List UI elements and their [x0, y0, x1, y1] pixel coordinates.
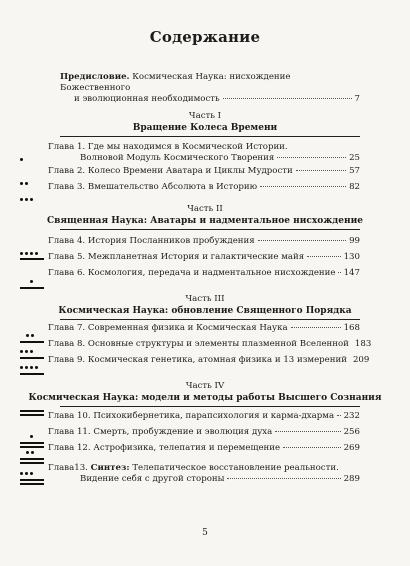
- chapter-3-label: Глава 3.: [48, 182, 86, 192]
- glyph-13-icon: [20, 460, 44, 470]
- chapter-6-entry: [48, 268, 360, 279]
- chapter-3-line1: Вмешательство Абсолюта в Историю: [87, 182, 258, 192]
- leader-dots: [223, 98, 352, 99]
- part-4-title: Космическая Наука: модели и методы работы Высшего Сознания: [28, 393, 382, 403]
- preface-page: 7: [354, 94, 360, 104]
- chapter-1-page: 25: [349, 153, 360, 163]
- part-3-title: Космическая Наука: обновление Священного Порядка: [58, 306, 352, 316]
- glyph-10-icon: [20, 410, 44, 420]
- chapter-5-entry: [48, 252, 360, 263]
- chapter-11-label: Глава 11.: [48, 427, 91, 437]
- part-1-title: Вращение Колеса Времени: [132, 123, 278, 133]
- part-4-rule: [60, 406, 360, 407]
- chapter-12-label: Глава 12.: [48, 443, 91, 453]
- chapter-9-page: 209: [352, 355, 370, 365]
- glyph-11-icon: [20, 423, 44, 433]
- chapter-10-label: Глава 10.: [48, 411, 91, 421]
- chapter-4-page: 99: [349, 236, 360, 246]
- chapter-12-entry: [48, 443, 360, 454]
- part-3-rule: [60, 319, 360, 320]
- chapter-11-line1: Смерть, пробуждение и эволюция духа: [93, 427, 273, 437]
- chapter-13-entry: [48, 463, 360, 485]
- chapter-7-page: 168: [343, 323, 360, 333]
- glyph-5-icon: [20, 256, 44, 266]
- glyph-4-icon: [20, 240, 44, 250]
- leader-dots: [277, 157, 346, 158]
- leader-dots: [260, 186, 346, 187]
- chapter-8-label: Глава 8.: [48, 339, 86, 349]
- glyph-2-icon: [20, 170, 44, 180]
- glyph-9-icon: [20, 354, 44, 364]
- chapter-4-label: Глава 4.: [48, 236, 86, 246]
- glyph-12-icon: [20, 439, 44, 449]
- chapter-1-line2: Волновой Модуль Космического Творения: [80, 153, 275, 163]
- chapter-3-page: 82: [349, 182, 360, 192]
- page-number: 5: [202, 528, 208, 538]
- chapter-2-entry: [48, 166, 360, 177]
- part-4-label: Часть IV: [185, 381, 225, 391]
- leader-dots: [283, 447, 341, 448]
- chapter-2-label: Глава 2.: [48, 166, 86, 176]
- chapter-10-entry: [48, 411, 360, 422]
- chapter-6-page: 147: [343, 268, 360, 278]
- preface-label: Предисловие.: [60, 72, 130, 82]
- preface-entry: [60, 72, 360, 105]
- glyph-3-icon: [20, 186, 44, 196]
- chapter-12-page: 269: [343, 443, 360, 453]
- chapter-8-line1: Основные структуры и элементы плазменной Вселенной: [87, 339, 349, 349]
- chapter-8-page: 183: [354, 339, 372, 349]
- chapter-13-sublabel: Синтез:: [90, 463, 130, 473]
- chapter-9-label: Глава 9.: [48, 355, 86, 365]
- preface-line2: и эволюционная необходимость: [74, 94, 220, 104]
- chapter-13-line1: Телепатическое восстановление реальности.: [132, 463, 339, 473]
- leader-dots: [337, 415, 341, 416]
- chapter-13-label: Глава13.: [48, 463, 88, 473]
- preface-line1: Космическая Наука: нисхождение Божественного: [60, 72, 291, 93]
- chapter-1-line1: Где мы находимся в Космической Истории.: [87, 142, 288, 152]
- chapter-1-label: Глава 1.: [48, 142, 86, 152]
- chapter-2-page: 57: [349, 166, 360, 176]
- leader-dots: [275, 431, 340, 432]
- chapter-7-label: Глава 7.: [48, 323, 86, 333]
- chapter-12-line1: Астрофизика, телепатия и перемещение: [93, 443, 281, 453]
- part-2-rule: [60, 229, 360, 230]
- part-2-label: Часть II: [187, 204, 223, 214]
- chapter-11-entry: [48, 427, 360, 438]
- chapter-7-line1: Современная физика и Космическая Наука: [87, 323, 288, 333]
- chapter-2-line1: Колесо Времени Аватара и Циклы Мудрости: [87, 166, 293, 176]
- part-1-rule: [60, 136, 360, 137]
- chapter-10-page: 232: [343, 411, 360, 421]
- page-title: Содержание: [149, 28, 261, 46]
- part-2-title: Священная Наука: Аватары и надментальное нисхождение: [46, 216, 364, 226]
- chapter-13-page: 289: [343, 474, 360, 484]
- chapter-13-line2: Видение себя с другой стороны: [80, 474, 225, 484]
- chapter-11-page: 256: [343, 427, 360, 437]
- chapter-6-line1: Космология, передача и надментальное нисхождение: [87, 268, 336, 278]
- leader-dots: [258, 240, 346, 241]
- leader-dots: [307, 256, 340, 257]
- chapter-5-page: 130: [343, 252, 360, 262]
- chapter-5-line1: Межпланетная История и галактические майя: [87, 252, 305, 262]
- glyph-6-icon: [20, 268, 44, 278]
- chapter-4-entry: [48, 236, 360, 247]
- part-1-label: Часть I: [188, 111, 222, 121]
- chapter-6-label: Глава 6.: [48, 268, 86, 278]
- leader-dots: [227, 478, 340, 479]
- chapter-9-line1: Космическая генетика, атомная физика и 13 измерений: [87, 355, 347, 365]
- chapter-9-entry: [48, 355, 370, 366]
- leader-dots: [296, 170, 346, 171]
- glyph-8-icon: [20, 338, 44, 348]
- chapter-4-line1: История Посланников пробуждения: [87, 236, 255, 246]
- leader-dots: [338, 272, 340, 273]
- chapter-7-entry: [48, 323, 360, 334]
- glyph-7-icon: [20, 322, 44, 332]
- chapter-5-label: Глава 5.: [48, 252, 86, 262]
- chapter-1-entry: [48, 142, 360, 164]
- glyph-1-icon: [20, 146, 44, 156]
- chapter-8-entry: [48, 339, 372, 350]
- chapter-10-line1: Психокибернетика, парапсихология и карма-дхарма: [93, 411, 335, 421]
- chapter-3-entry: [48, 182, 360, 193]
- leader-dots: [291, 327, 341, 328]
- part-3-label: Часть III: [185, 294, 225, 304]
